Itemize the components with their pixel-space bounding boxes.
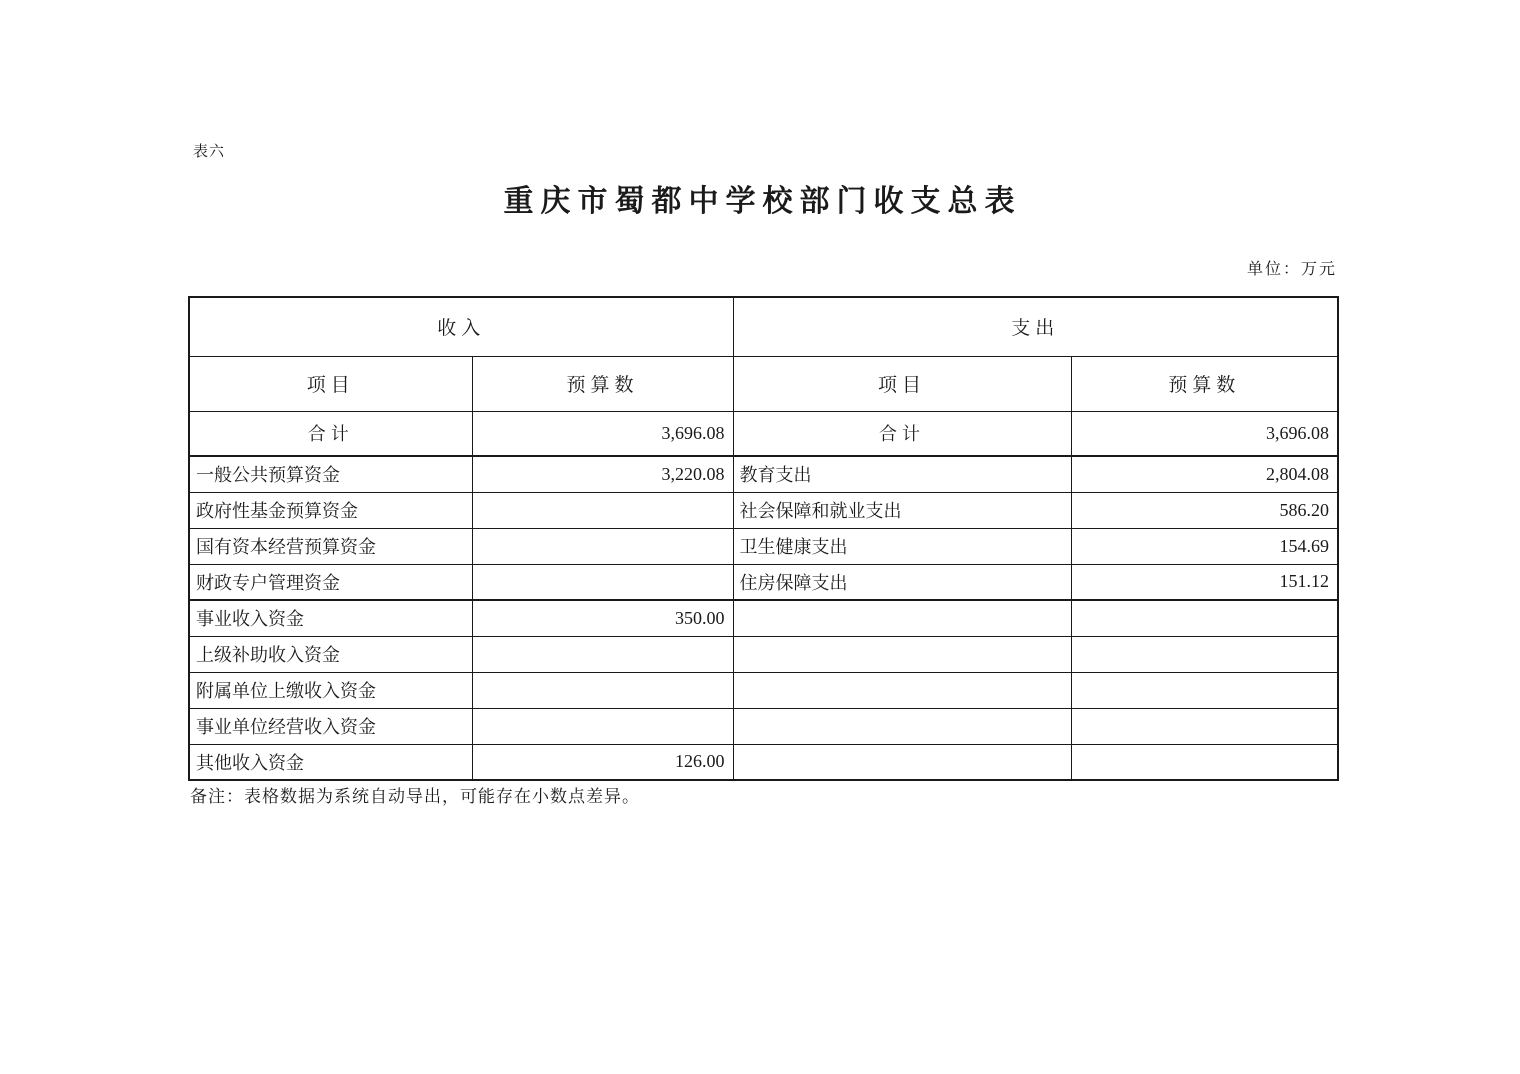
budget-table-body	[189, 411, 1338, 780]
expense-item-cell: 卫生健康支出	[733, 528, 1071, 564]
income-budget-cell	[472, 564, 733, 600]
table-row	[189, 708, 1338, 744]
table-row	[189, 744, 1338, 780]
table-row	[189, 492, 1338, 528]
expense-budget-cell	[1071, 708, 1338, 744]
income-budget-cell: 3,696.08	[472, 411, 733, 456]
expense-item-cell: 合计	[733, 411, 1071, 456]
income-budget-cell	[472, 708, 733, 744]
income-item-cell: 事业收入资金	[189, 600, 472, 636]
table-number-label: 表六	[193, 144, 226, 160]
income-item-cell: 事业单位经营收入资金	[189, 708, 472, 744]
expense-budget-cell	[1071, 744, 1338, 780]
expense-budget-cell: 2,804.08	[1071, 456, 1338, 492]
income-budget-cell	[472, 636, 733, 672]
table-row	[189, 636, 1338, 672]
expense-budget-cell: 3,696.08	[1071, 411, 1338, 456]
income-item-cell: 上级补助收入资金	[189, 636, 472, 672]
income-budget-cell	[472, 528, 733, 564]
income-item-cell: 合计	[189, 411, 472, 456]
expense-budget-cell	[1071, 672, 1338, 708]
income-budget-cell: 3,220.08	[472, 456, 733, 492]
expense-item-cell	[733, 672, 1071, 708]
page-title: 重庆市蜀都中学校部门收支总表	[503, 185, 1022, 218]
table-row	[189, 564, 1338, 600]
income-item-cell: 附属单位上缴收入资金	[189, 672, 472, 708]
expense-item-cell	[733, 636, 1071, 672]
income-item-cell: 政府性基金预算资金	[189, 492, 472, 528]
income-item-cell: 其他收入资金	[189, 744, 472, 780]
expense-budget-header: 预算数	[1071, 356, 1338, 411]
income-section-header: 收入	[189, 297, 733, 356]
expense-budget-cell: 151.12	[1071, 564, 1338, 600]
table-row	[189, 456, 1338, 492]
table-row	[189, 672, 1338, 708]
income-budget-cell: 350.00	[472, 600, 733, 636]
expense-section-header: 支出	[733, 297, 1338, 356]
expense-budget-cell: 154.69	[1071, 528, 1338, 564]
income-item-cell: 财政专户管理资金	[189, 564, 472, 600]
section-header-row	[189, 297, 1338, 356]
total-row	[189, 411, 1338, 456]
income-budget-cell: 126.00	[472, 744, 733, 780]
expense-item-cell: 教育支出	[733, 456, 1071, 492]
expense-budget-cell	[1071, 636, 1338, 672]
footnote: 备注：表格数据为系统自动导出，可能存在小数点差异。	[190, 787, 640, 806]
expense-item-header: 项目	[733, 356, 1071, 411]
table-row	[189, 600, 1338, 636]
unit-label: 单位：万元	[1246, 261, 1337, 278]
budget-summary-table	[188, 296, 1339, 781]
income-item-cell: 一般公共预算资金	[189, 456, 472, 492]
income-budget-cell	[472, 492, 733, 528]
expense-item-cell: 社会保障和就业支出	[733, 492, 1071, 528]
expense-item-cell: 住房保障支出	[733, 564, 1071, 600]
expense-budget-cell	[1071, 600, 1338, 636]
column-header-row	[189, 356, 1338, 411]
expense-item-cell	[733, 708, 1071, 744]
income-item-header: 项目	[189, 356, 472, 411]
expense-item-cell	[733, 600, 1071, 636]
table-row	[189, 528, 1338, 564]
income-budget-header: 预算数	[472, 356, 733, 411]
income-budget-cell	[472, 672, 733, 708]
expense-item-cell	[733, 744, 1071, 780]
expense-budget-cell: 586.20	[1071, 492, 1338, 528]
income-item-cell: 国有资本经营预算资金	[189, 528, 472, 564]
